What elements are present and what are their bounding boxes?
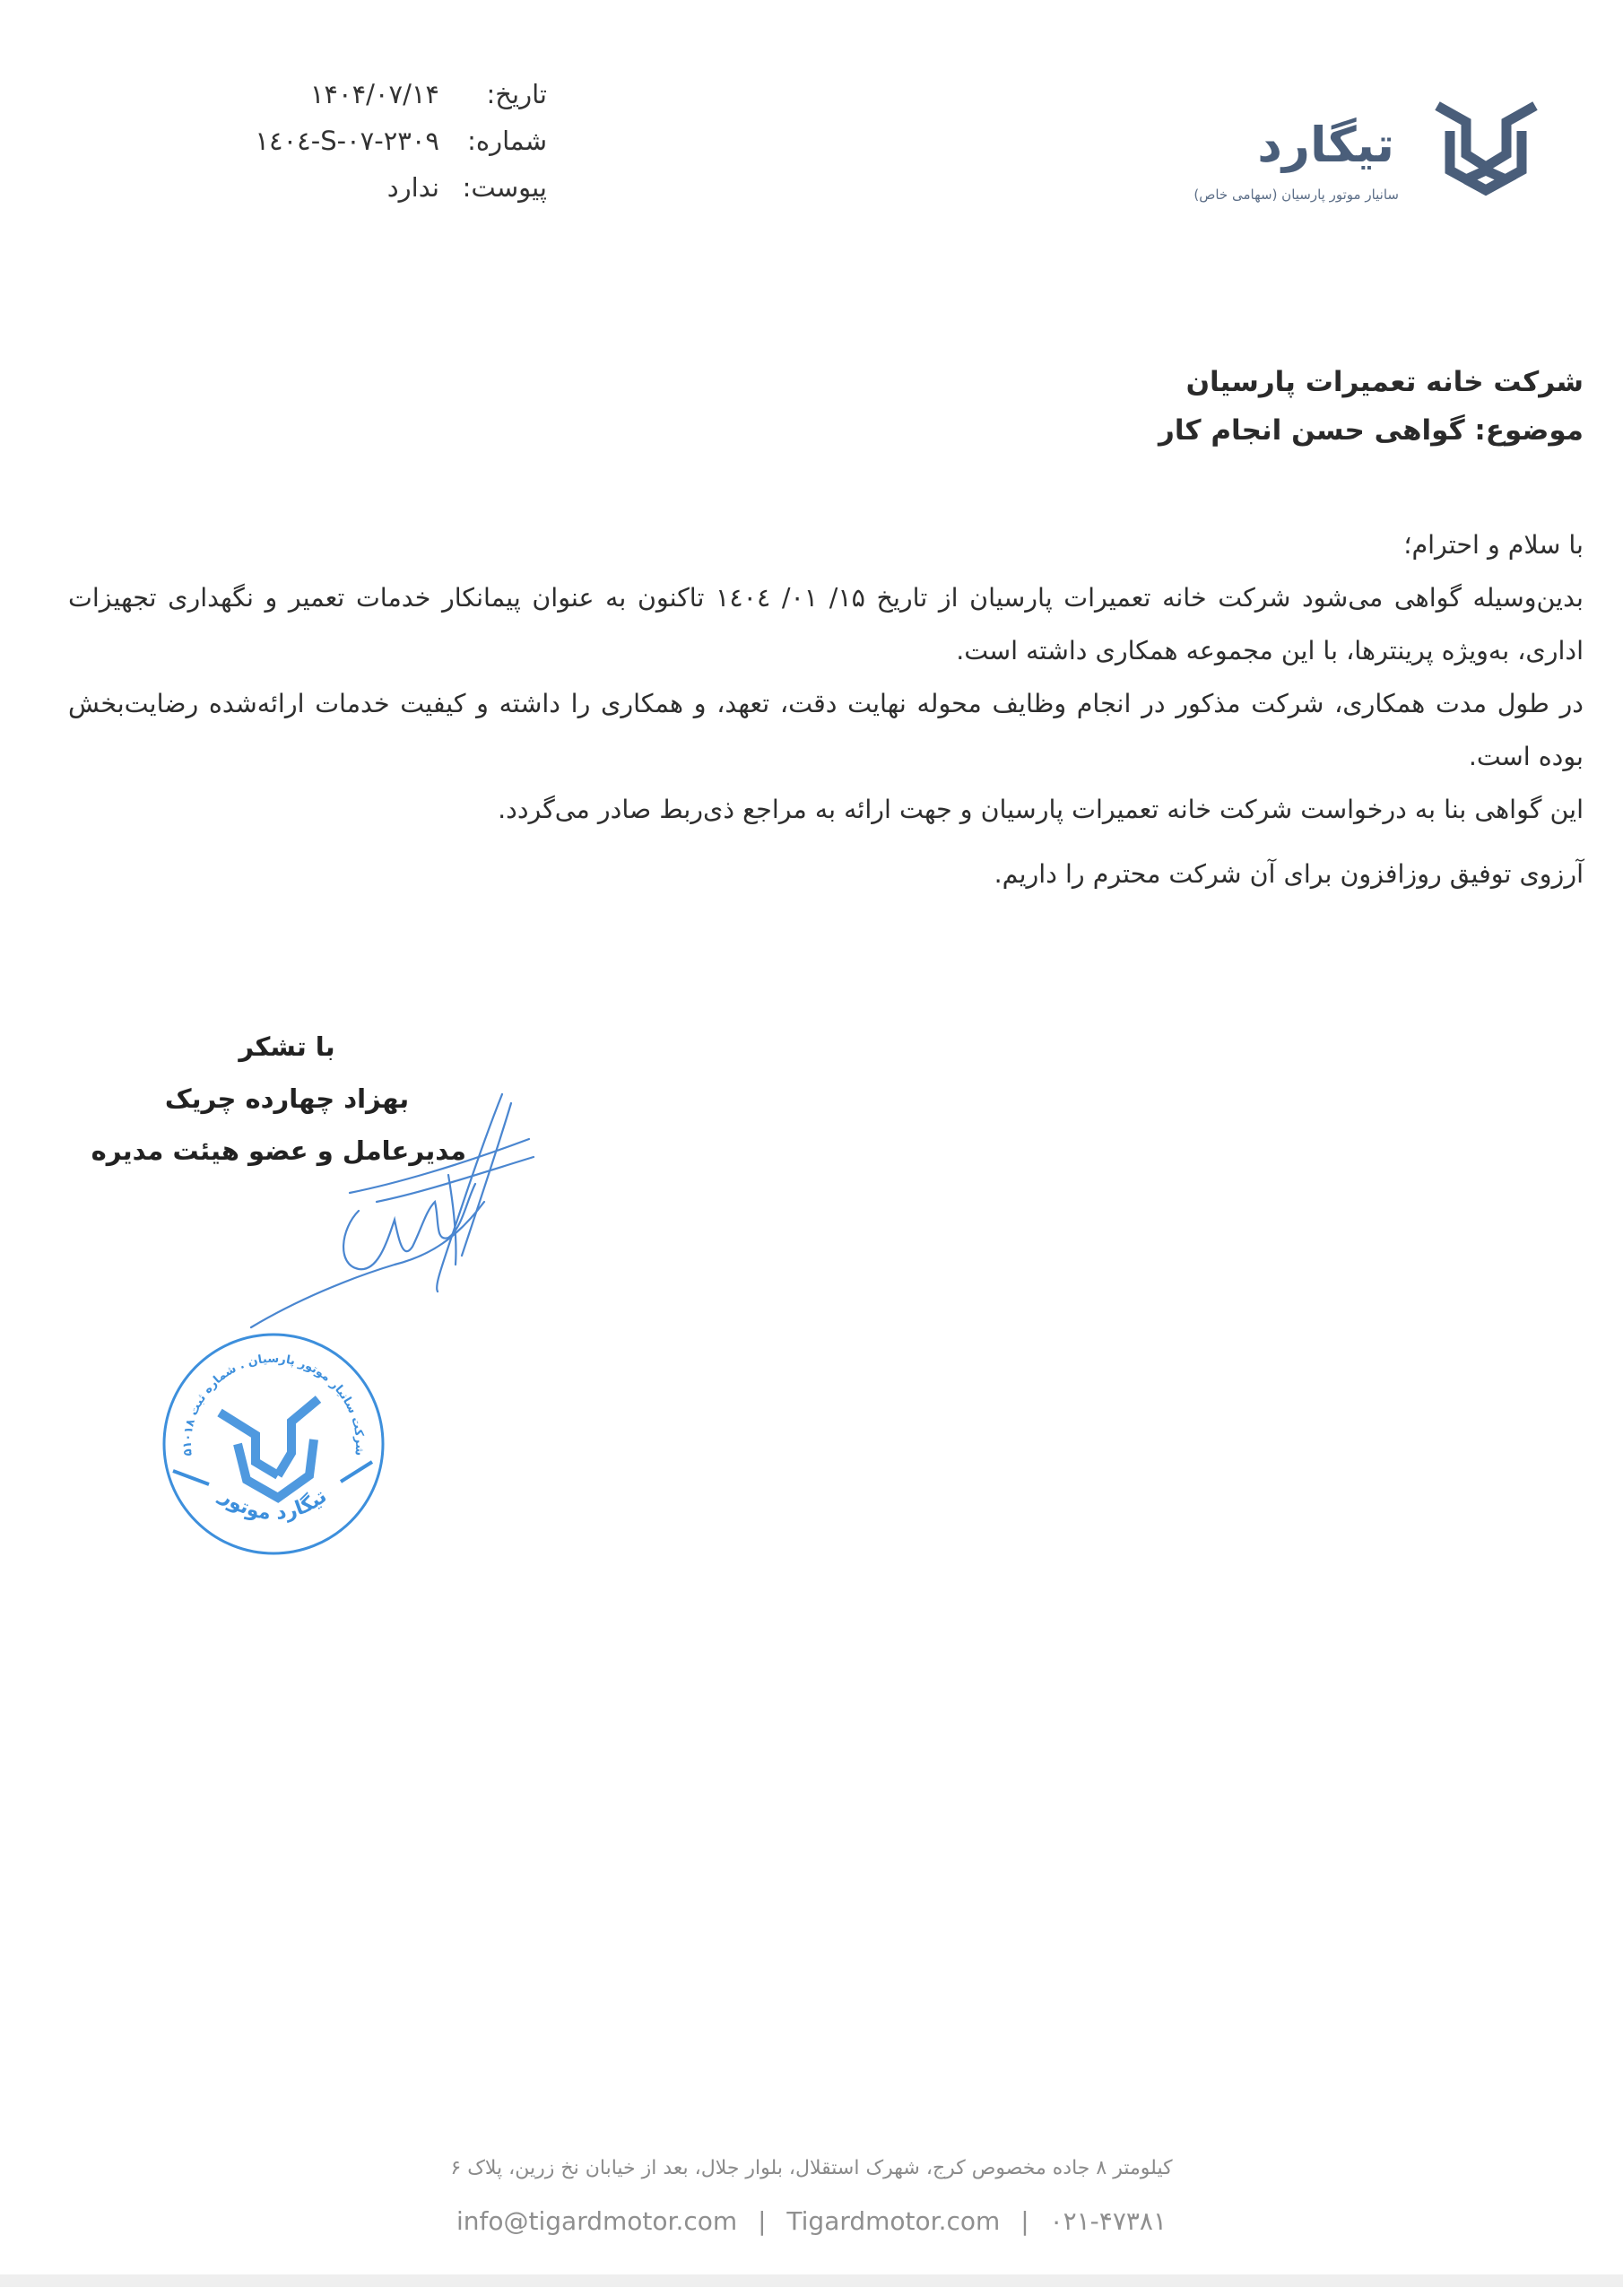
svg-text:شرکت سانیار موتور پارسیان . شم (181, 1352, 366, 1457)
logo-wordmark: تیگارد (1257, 117, 1394, 173)
meta-attachment-value: ندارد (386, 172, 439, 203)
stamp-text-bottom: تیگارد موتور (215, 1485, 332, 1525)
footer-email[interactable]: info@tigardmotor.com (456, 2206, 738, 2236)
meta-date-row (224, 79, 547, 126)
tigard-logo-icon (1430, 99, 1542, 215)
logo-subtitle: سانیار موتور پارسیان (سهامی خاص) (1193, 187, 1399, 203)
letter-body (68, 518, 1584, 836)
company-logo (1121, 90, 1542, 224)
stamp-graphic (157, 1327, 390, 1561)
greeting: با سلام و احترام؛ (1403, 530, 1584, 560)
meta-attachment-row (224, 172, 547, 219)
footer-address: کیلومتر ۸ جاده مخصوص کرج، شهرک استقلال، بلوار جلال، بعد از خیابان نخ زرین، پلاک ۶ (450, 2157, 1173, 2179)
body-paragraph: بدین‌وسیله گواهی می‌شود شرکت خانه تعمیرات پارسیان از تاریخ ۱۵/ ۰۱/ ۱٤۰٤ تاکنون به عنوان پیمانکار خدمات تعمیر و نگهداری تجهیزات اداری، به‌ویژه پرینترها، با این مجموعه همکاری داشته است. (68, 583, 1584, 665)
meta-attachment-label: پیوست: (462, 172, 547, 203)
scan-edge-band (0, 2274, 1623, 2287)
stamp-text-top: شرکت سانیار موتور پارسیان . شماره ثبت ۵۱۰۱۸ (180, 1352, 367, 1457)
meta-date-label: تاریخ: (486, 79, 547, 109)
recipient-name: شرکت خانه تعمیرات پارسیان (1185, 366, 1584, 398)
footer-website[interactable]: Tigardmotor.com (786, 2206, 1001, 2236)
meta-number-row (224, 126, 547, 172)
meta-number-value: ۱٤۰٤-S-۰۷-۲۳۰۹ (255, 126, 439, 156)
footer-contact (0, 2206, 1623, 2236)
signer-name: بهزاد چهارده چریک (164, 1083, 410, 1114)
body-paragraph: در طول مدت همکاری، شرکت مذکور در انجام وظایف محوله نهایت دقت، تعهد، و همکاری را داشته و کیفیت خدمات ارائه‌شده رضایت‌بخش بوده است. (68, 689, 1584, 771)
body-paragraph: این گواهی بنا به درخواست شرکت خانه تعمیرات پارسیان و جهت ارائه به مراجع ذی‌ربط صادر می‌گردد. (498, 795, 1584, 824)
company-stamp (157, 1327, 390, 1561)
letter-subject: موضوع: گواهی حسن انجام کار (1159, 414, 1584, 447)
footer-separator: | (1020, 2206, 1029, 2236)
letter-meta (224, 79, 547, 219)
meta-date-value: ۱۴۰۴/۰۷/۱۴ (309, 79, 439, 109)
thanks-text: با تشکر (239, 1031, 335, 1062)
closing-line: آرزوی توفیق روزافزون برای آن شرکت محترم را داریم. (994, 859, 1584, 889)
signer-title: مدیرعامل و عضو هیئت مدیره (91, 1135, 466, 1166)
meta-number-label: شماره: (467, 126, 547, 156)
handwritten-signature (242, 1085, 538, 1336)
footer-separator: | (758, 2206, 767, 2236)
footer-phone: ۰۲۱-۴۷۳۸۱ (1049, 2206, 1167, 2236)
